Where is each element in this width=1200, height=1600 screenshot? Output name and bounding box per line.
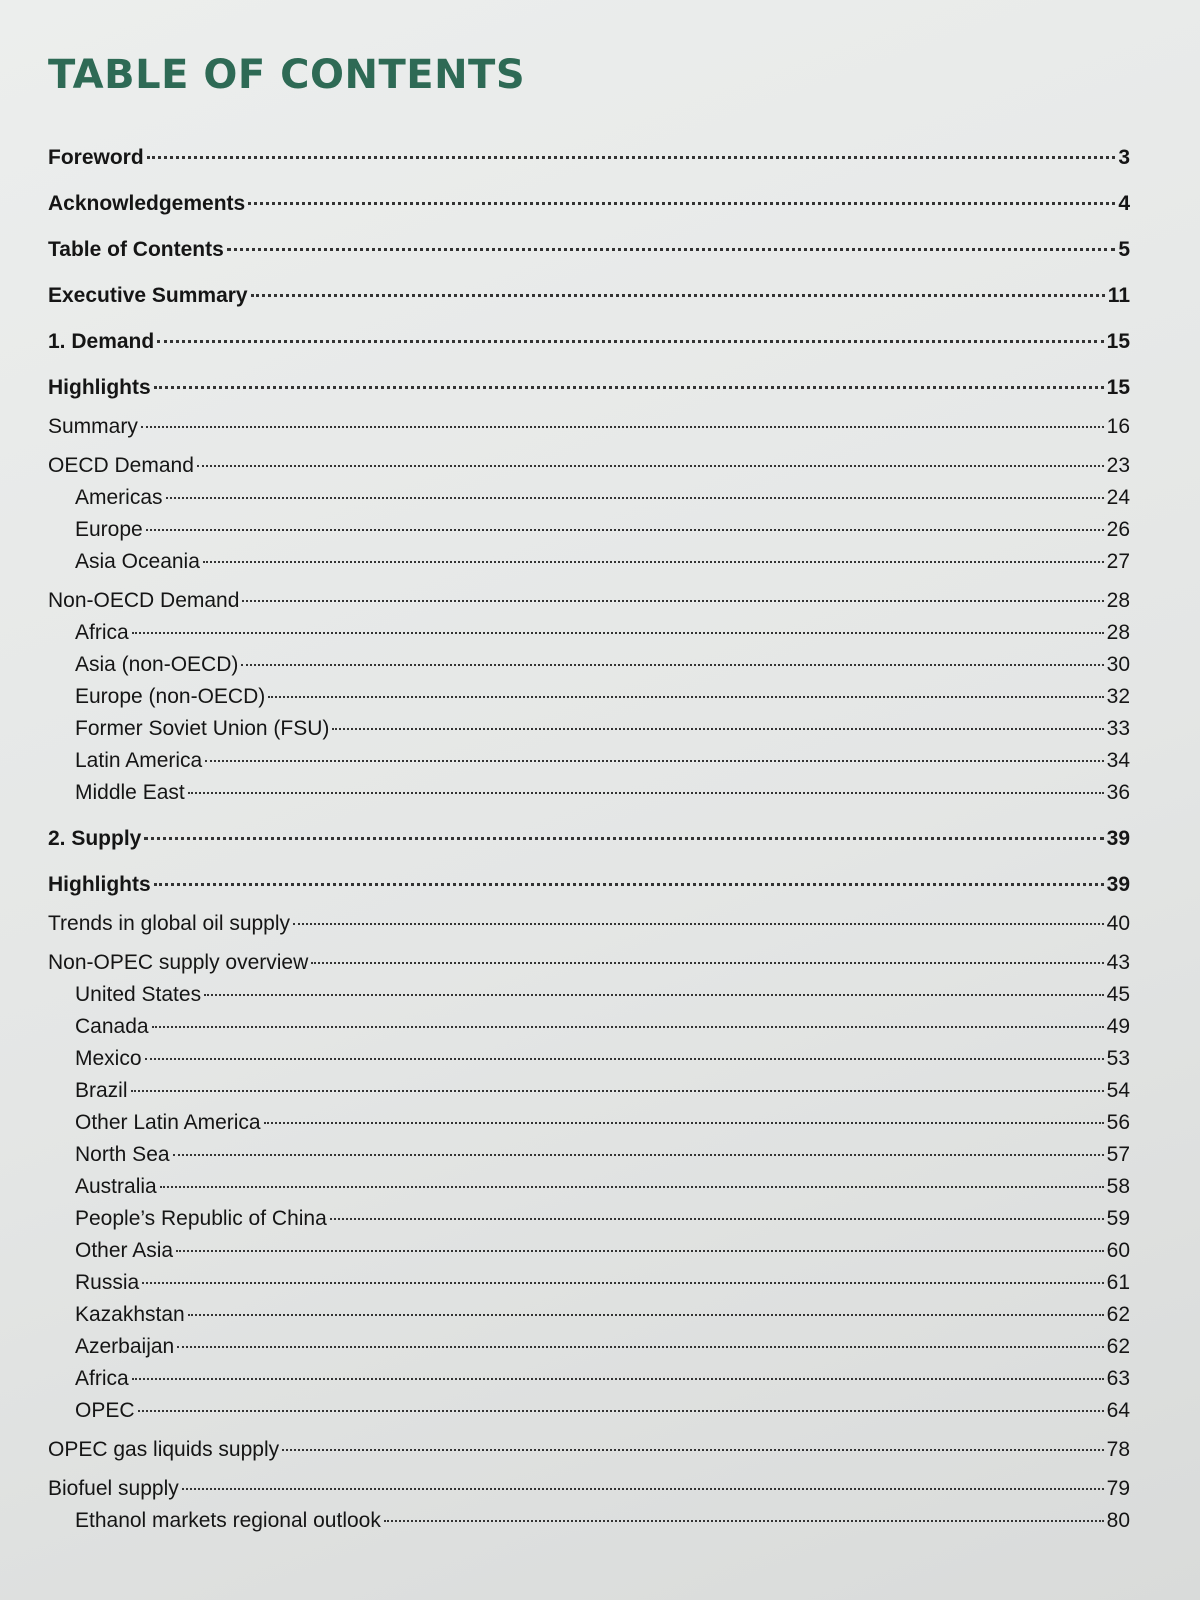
toc-entry-page: 62 — [1106, 1303, 1130, 1326]
toc-entry-label: Ethanol markets regional outlook — [75, 1509, 381, 1532]
toc-entry-page: 5 — [1118, 238, 1130, 261]
toc-entry-page: 59 — [1106, 1207, 1130, 1230]
toc-entry-page: 16 — [1106, 415, 1130, 438]
toc-entry[interactable] — [48, 745, 1130, 777]
dot-leader — [154, 883, 1104, 886]
toc-entry-label: Europe (non-OECD) — [75, 685, 266, 708]
toc-entry-page: 40 — [1106, 912, 1130, 935]
toc-entry[interactable] — [48, 450, 1130, 482]
dot-leader — [154, 386, 1104, 389]
toc-entry-label: Summary — [48, 415, 138, 438]
toc-entry-label: Americas — [75, 486, 163, 509]
toc-entry-label: Australia — [75, 1175, 157, 1198]
toc-entry[interactable] — [48, 514, 1130, 546]
dot-leader — [132, 1378, 1104, 1380]
dot-leader — [384, 1520, 1104, 1522]
toc-entry-page: 63 — [1106, 1367, 1130, 1390]
toc-entry[interactable] — [48, 372, 1130, 404]
toc-entry-page: 45 — [1106, 983, 1130, 1006]
toc-entry-label: Latin America — [75, 749, 203, 772]
toc-entry[interactable] — [48, 1075, 1130, 1107]
toc-entry-label: Trends in global oil supply — [48, 912, 291, 935]
page-title: TABLE OF CONTENTS — [48, 52, 526, 98]
toc-entry-label: OPEC gas liquids supply — [48, 1438, 280, 1461]
dot-leader — [138, 1410, 1104, 1412]
toc-entry-label: Africa — [75, 621, 129, 644]
toc-entry[interactable] — [48, 1331, 1130, 1363]
dot-leader — [264, 1122, 1104, 1124]
toc-entry-page: 53 — [1106, 1047, 1130, 1070]
toc-entry-page: 60 — [1106, 1239, 1130, 1262]
dot-leader — [166, 497, 1104, 499]
toc-entry[interactable] — [48, 649, 1130, 681]
toc-entry[interactable] — [48, 681, 1130, 713]
toc-entry-page: 28 — [1106, 621, 1130, 644]
toc-entry[interactable] — [48, 823, 1130, 855]
toc-entry-label: Executive Summary — [48, 284, 248, 307]
toc-entry-page: 11 — [1107, 284, 1130, 307]
toc-entry[interactable] — [48, 326, 1130, 358]
toc-entry-label: People’s Republic of China — [75, 1207, 327, 1230]
dot-leader — [282, 1449, 1104, 1451]
toc-entry-label: OECD Demand — [48, 454, 194, 477]
toc-entry-page: 39 — [1106, 827, 1130, 850]
toc-entry[interactable] — [48, 142, 1130, 174]
toc-list — [48, 142, 1130, 1537]
toc-entry-label: 1. Demand — [48, 330, 155, 353]
toc-entry-label: Highlights — [48, 376, 151, 399]
dot-leader — [131, 1090, 1104, 1092]
toc-entry-label: Asia Oceania — [75, 550, 200, 573]
dot-leader — [145, 1058, 1104, 1060]
toc-entry-page: 56 — [1106, 1111, 1130, 1134]
toc-entry[interactable] — [48, 1011, 1130, 1043]
toc-entry[interactable] — [48, 1043, 1130, 1075]
dot-leader — [242, 600, 1103, 602]
toc-entry-label: Asia (non-OECD) — [75, 653, 239, 676]
toc-entry-page: 27 — [1106, 550, 1130, 573]
toc-entry-label: Non-OPEC supply overview — [48, 951, 309, 974]
toc-entry-label: Other Latin America — [75, 1111, 261, 1134]
toc-entry[interactable] — [48, 1203, 1130, 1235]
toc-entry[interactable] — [48, 1299, 1130, 1331]
toc-entry-page: 54 — [1106, 1079, 1130, 1102]
dot-leader — [182, 1488, 1104, 1490]
toc-entry-label: Other Asia — [75, 1239, 174, 1262]
toc-entry-page: 49 — [1106, 1015, 1130, 1038]
dot-leader — [177, 1346, 1103, 1348]
toc-entry[interactable] — [48, 482, 1130, 514]
dot-leader — [157, 340, 1103, 343]
toc-entry-label: Biofuel supply — [48, 1477, 179, 1500]
toc-entry[interactable] — [48, 1267, 1130, 1299]
toc-entry[interactable] — [48, 777, 1130, 809]
toc-entry-label: Brazil — [75, 1079, 128, 1102]
toc-entry-page: 43 — [1106, 951, 1130, 974]
dot-leader — [293, 923, 1104, 925]
toc-entry-label: Non-OECD Demand — [48, 589, 240, 612]
toc-entry[interactable] — [48, 1171, 1130, 1203]
dot-leader — [141, 426, 1104, 428]
toc-entry[interactable] — [48, 1235, 1130, 1267]
toc-entry[interactable] — [48, 188, 1130, 220]
dot-leader — [188, 792, 1104, 794]
dot-leader — [251, 294, 1105, 297]
toc-entry-page: 34 — [1106, 749, 1130, 772]
toc-entry[interactable] — [48, 411, 1130, 443]
toc-entry-page: 15 — [1106, 330, 1130, 353]
toc-entry[interactable] — [48, 585, 1130, 617]
toc-entry-label: Kazakhstan — [75, 1303, 185, 1326]
dot-leader — [160, 1186, 1104, 1188]
toc-entry[interactable] — [48, 713, 1130, 745]
toc-entry-page: 33 — [1106, 717, 1130, 740]
toc-entry-page: 80 — [1106, 1509, 1130, 1532]
dot-leader — [332, 728, 1103, 730]
toc-entry-page: 15 — [1106, 376, 1130, 399]
toc-entry-label: Mexico — [75, 1047, 142, 1070]
toc-entry[interactable] — [48, 979, 1130, 1011]
toc-entry-page: 26 — [1106, 518, 1130, 541]
dot-leader — [203, 561, 1104, 563]
dot-leader — [268, 696, 1103, 698]
toc-entry-page: 30 — [1106, 653, 1130, 676]
dot-leader — [132, 632, 1104, 634]
dot-leader — [204, 994, 1104, 996]
toc-entry-page: 3 — [1118, 146, 1130, 169]
dot-leader — [227, 248, 1116, 251]
toc-entry-page: 24 — [1106, 486, 1130, 509]
toc-entry[interactable] — [48, 1505, 1130, 1537]
toc-entry-label: Russia — [75, 1271, 140, 1294]
toc-entry[interactable] — [48, 1473, 1130, 1505]
toc-entry-page: 39 — [1106, 873, 1130, 896]
toc-entry[interactable] — [48, 908, 1130, 940]
dot-leader — [205, 760, 1103, 762]
toc-entry[interactable] — [48, 869, 1130, 901]
toc-entry-label: Canada — [75, 1015, 149, 1038]
toc-entry-page: 61 — [1106, 1271, 1130, 1294]
toc-entry-label: Middle East — [75, 781, 185, 804]
toc-entry-label: Azerbaijan — [75, 1335, 175, 1358]
toc-entry[interactable] — [48, 546, 1130, 578]
toc-entry-label: Table of Contents — [48, 238, 224, 261]
toc-entry-label: United States — [75, 983, 202, 1006]
dot-leader — [176, 1250, 1104, 1252]
toc-entry-label: North Sea — [75, 1143, 170, 1166]
dot-leader — [152, 1026, 1104, 1028]
toc-entry[interactable] — [48, 280, 1130, 312]
dot-leader — [147, 156, 1116, 159]
toc-entry-page: 57 — [1106, 1143, 1130, 1166]
toc-entry-page: 36 — [1106, 781, 1130, 804]
toc-entry[interactable] — [48, 1363, 1130, 1395]
toc-entry[interactable] — [48, 234, 1130, 266]
dot-leader — [311, 962, 1103, 964]
dot-leader — [248, 202, 1115, 205]
toc-entry[interactable] — [48, 1395, 1130, 1427]
toc-entry[interactable] — [48, 1139, 1130, 1171]
toc-entry-page: 64 — [1106, 1399, 1130, 1422]
toc-entry-label: Former Soviet Union (FSU) — [75, 717, 330, 740]
toc-entry-label: Europe — [75, 518, 143, 541]
toc-entry[interactable] — [48, 1434, 1130, 1466]
toc-entry[interactable] — [48, 947, 1130, 979]
toc-entry-label: Foreword — [48, 146, 144, 169]
toc-entry-page: 79 — [1106, 1477, 1130, 1500]
dot-leader — [144, 837, 1103, 840]
toc-entry[interactable] — [48, 617, 1130, 649]
toc-entry-page: 58 — [1106, 1175, 1130, 1198]
toc-entry-label: 2. Supply — [48, 827, 142, 850]
dot-leader — [173, 1154, 1104, 1156]
dot-leader — [241, 664, 1103, 666]
toc-entry-page: 62 — [1106, 1335, 1130, 1358]
toc-entry-label: Highlights — [48, 873, 151, 896]
dot-leader — [197, 465, 1104, 467]
dot-leader — [188, 1314, 1104, 1316]
dot-leader — [330, 1218, 1104, 1220]
toc-entry-page: 32 — [1106, 685, 1130, 708]
toc-entry-label: Acknowledgements — [48, 192, 246, 215]
dot-leader — [142, 1282, 1103, 1284]
dot-leader — [146, 529, 1104, 531]
toc-entry-label: Africa — [75, 1367, 129, 1390]
toc-entry-page: 23 — [1106, 454, 1130, 477]
toc-entry-page: 78 — [1106, 1438, 1130, 1461]
toc-entry[interactable] — [48, 1107, 1130, 1139]
toc-entry-page: 28 — [1106, 589, 1130, 612]
toc-entry-label: OPEC — [75, 1399, 135, 1422]
toc-entry-page: 4 — [1118, 192, 1130, 215]
